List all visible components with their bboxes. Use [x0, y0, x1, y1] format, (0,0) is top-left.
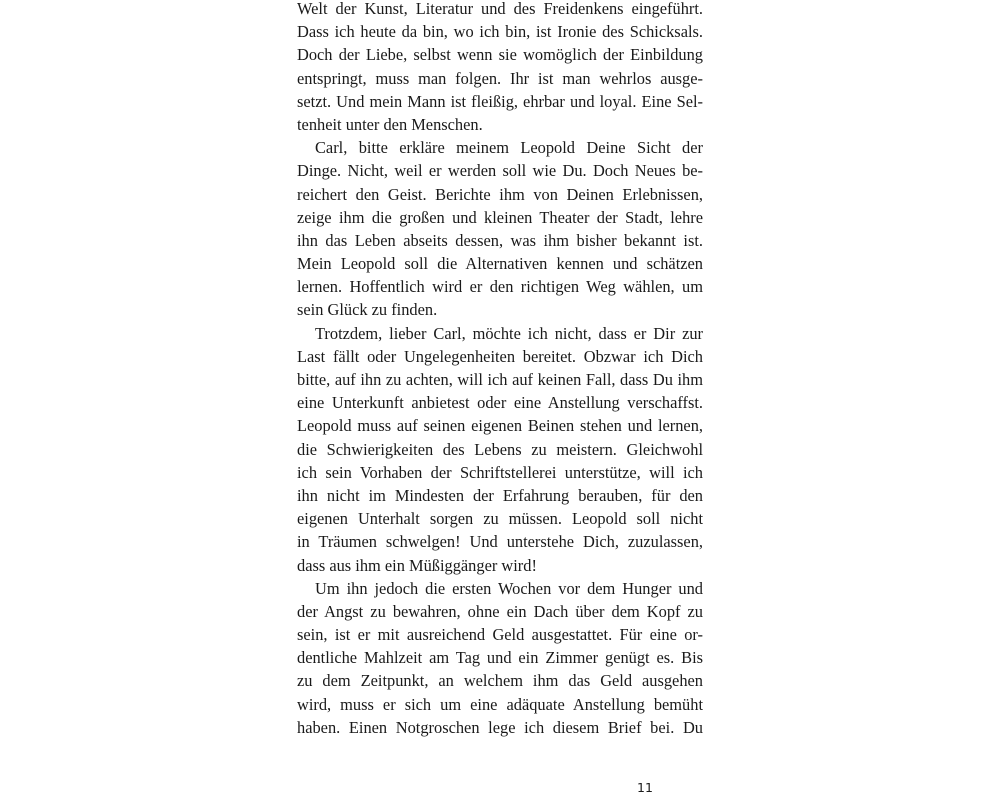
text-line: ihn nicht im Mindesten der Erfahrung berauben, für den — [297, 485, 703, 505]
text-line: zu dem Zeitpunkt, an welchem ihm das Geld ausgehen — [297, 671, 703, 691]
page-number: 11 — [637, 780, 653, 795]
text-line: ihn das Leben abseits dessen, was ihm bisher bekannt ist. — [297, 230, 703, 250]
paragraph — [297, 136, 703, 322]
text-line: wird, muss er sich um eine adäquate Anstellung bemüht — [297, 694, 703, 714]
text-line: in Träumen schwelgen! Und unterstehe Dich, zuzulassen, — [297, 532, 703, 552]
text-line: der Angst zu bewahren, ohne ein Dach über dem Kopf zu — [297, 601, 703, 621]
text-line: dass aus ihm ein Müßiggänger wird! — [297, 555, 537, 575]
text-line: ich sein Vorhaben der Schriftstellerei unterstütze, will ich — [297, 462, 703, 482]
text-line: reichert den Geist. Berichte ihm von Deinen Erlebnissen, — [297, 184, 703, 204]
paragraph — [297, 577, 703, 739]
text-line: eine Unterkunft anbietest oder eine Anstellung verschaffst. — [297, 393, 703, 413]
text-line: dentliche Mahlzeit am Tag und ein Zimmer genügt es. Bis — [297, 648, 703, 668]
text-line: Mein Leopold soll die Alternativen kennen und schätzen — [297, 254, 703, 274]
text-line: setzt. Und mein Mann ist fleißig, ehrbar und loyal. Eine Sel- — [297, 91, 703, 111]
text-line: lernen. Hoffentlich wird er den richtigen Weg wählen, um — [297, 277, 703, 297]
text-line: Carl, bitte erkläre meinem Leopold Deine Sicht der — [315, 138, 703, 158]
text-line: Leopold muss auf seinen eigenen Beinen stehen und lernen, — [297, 416, 703, 436]
text-line: sein Glück zu finden. — [297, 300, 438, 320]
text-line: Dinge. Nicht, weil er werden soll wie Du. Doch Neues be- — [297, 161, 703, 181]
text-line: sein, ist er mit ausreichend Geld ausgestattet. Für eine or- — [297, 625, 703, 645]
text-line: zeige ihm die großen und kleinen Theater der Stadt, lehre — [297, 207, 703, 227]
text-line: Trotzdem, lieber Carl, möchte ich nicht, dass er Dir zur — [315, 323, 703, 343]
body-text — [297, 0, 703, 739]
paragraph — [297, 322, 703, 577]
paragraph — [297, 0, 703, 136]
text-line: Doch der Liebe, selbst wenn sie womöglich der Einbildung — [297, 45, 703, 65]
text-line: Um ihn jedoch die ersten Wochen vor dem Hunger und — [315, 578, 703, 598]
text-line: haben. Einen Notgroschen lege ich diesem Brief bei. Du — [297, 717, 703, 737]
text-line: tenheit unter den Menschen. — [297, 114, 483, 134]
text-line: Welt der Kunst, Literatur und des Freidenkens eingeführt. — [297, 0, 703, 18]
text-line: bitte, auf ihn zu achten, will ich auf keinen Fall, dass Du ihm — [297, 370, 703, 389]
text-line: die Schwierigkeiten des Lebens zu meistern. Gleichwohl — [297, 439, 703, 459]
text-line: Dass ich heute da bin, wo ich bin, ist Ironie des Schicksals. — [297, 22, 703, 42]
text-line: Last fällt oder Ungelegenheiten bereitet. Obzwar ich Dich — [297, 346, 703, 366]
text-line: entspringt, muss man folgen. Ihr ist man wehrlos ausge- — [297, 68, 703, 88]
text-line: eigenen Unterhalt sorgen zu müssen. Leopold soll nicht — [297, 509, 703, 529]
